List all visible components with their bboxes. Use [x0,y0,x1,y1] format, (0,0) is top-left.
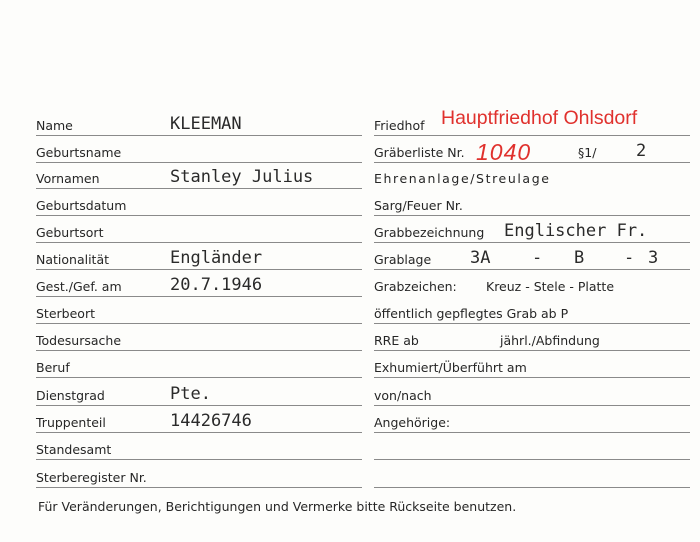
gepflegt-label: öffentlich gepflegtes Grab ab P [374,306,569,321]
row-vonnach [374,385,690,406]
row-nationalitaet [36,249,362,270]
geburtsort-label: Geburtsort [36,225,104,240]
paragraph-label: §1/ [578,145,597,160]
gest-value: 20.7.1946 [170,275,263,295]
row-name [36,115,362,136]
vonnach-label: von/nach [374,388,432,403]
gest-label: Gest./Gef. am [36,279,122,294]
row-sterberegister [36,467,362,488]
row-geburtsort [36,222,362,243]
row-sarg [374,195,690,216]
grablage-c: 3 [648,248,659,268]
truppenteil-value: 14426746 [170,411,252,431]
grabzeichen-options: Kreuz - Stele - Platte [486,279,615,294]
standesamt-label: Standesamt [36,442,112,457]
rre-label: RRE ab [374,333,419,348]
row-right-blank-2 [374,467,690,488]
row-graeberliste [374,142,690,163]
grabbezeichnung-value: Englischer Fr. [504,221,648,241]
nationalitaet-label: Nationalität [36,252,110,267]
grablage-dash-2: - [624,248,635,268]
exhumiert-label: Exhumiert/Überführt am [374,360,527,375]
row-geburtsname [36,142,362,163]
row-ehrenanlage [374,168,690,188]
nationalitaet-value: Engländer [170,248,263,268]
geburtsdatum-label: Geburtsdatum [36,198,127,213]
grabbezeichnung-label: Grabbezeichnung [374,225,485,240]
beruf-label: Beruf [36,360,70,375]
row-grabbezeichnung [374,222,690,243]
friedhof-label: Friedhof [374,118,425,133]
name-value: KLEEMAN [170,114,242,134]
sterbeort-label: Sterbeort [36,306,95,321]
abfindung-label: jährl./Abfindung [500,333,600,348]
row-sterbeort [36,303,362,324]
name-label: Name [36,118,73,133]
grablage-dash-1: - [532,248,543,268]
row-vornamen [36,168,362,189]
row-grablage [374,249,690,270]
grabzeichen-label: Grabzeichen: [374,279,457,294]
row-dienstgrad [36,385,362,406]
row-gest [36,276,362,297]
row-truppenteil [36,412,362,433]
friedhof-stamp: Hauptfriedhof Ohlsdorf [441,107,638,129]
row-exhumiert [374,357,690,378]
paragraph-value: 2 [636,141,647,161]
ehrenanlage-label: Ehrenanlage/Streulage [374,171,551,186]
geburtsname-label: Geburtsname [36,145,122,160]
row-rre [374,330,690,351]
footer-note: Für Veränderungen, Berichtigungen und Vermerke bitte Rückseite benutzen. [38,499,517,514]
grablage-label: Grablage [374,252,432,267]
row-angehoerige [374,412,690,433]
sarg-label: Sarg/Feuer Nr. [374,198,463,213]
dienstgrad-label: Dienstgrad [36,388,105,403]
truppenteil-label: Truppenteil [36,415,106,430]
graeberliste-label: Gräberliste Nr. [374,145,465,160]
row-standesamt [36,439,362,460]
row-geburtsdatum [36,195,362,216]
grablage-a: 3A [470,248,491,268]
row-right-blank-1 [374,439,690,460]
row-gepflegt [374,303,690,324]
row-beruf [36,357,362,378]
vornamen-value: Stanley Julius [170,167,314,187]
row-grabzeichen [374,276,690,296]
dienstgrad-value: Pte. [170,384,211,404]
todesursache-label: Todesursache [36,333,122,348]
vornamen-label: Vornamen [36,171,100,186]
sterberegister-label: Sterberegister Nr. [36,470,147,485]
row-todesursache [36,330,362,351]
grablage-b: B [574,248,585,268]
angehoerige-label: Angehörige: [374,415,451,430]
graeberliste-handwritten: 1040 [476,139,532,165]
